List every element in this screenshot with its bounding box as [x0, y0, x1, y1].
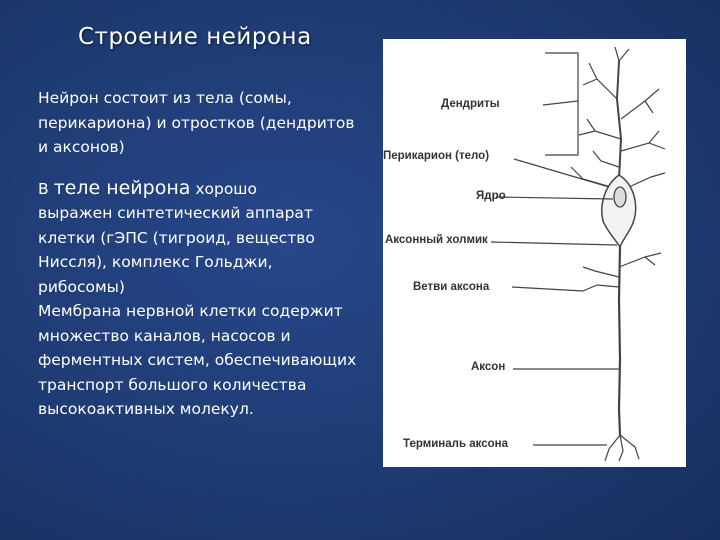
- paragraph-prefix: В: [38, 179, 54, 198]
- dendrite-branch: [621, 143, 665, 151]
- dendrite-branch: [579, 131, 621, 139]
- label-dendrites: Дендриты: [441, 98, 500, 110]
- pointer-nucleus: [496, 197, 613, 199]
- label-perikaryon: Перикарион (тело): [383, 150, 490, 162]
- label-axon-terminal: Терминаль аксона: [403, 438, 508, 450]
- paragraph-inline-rest: хорошо: [190, 179, 257, 198]
- dendrite-branch: [645, 101, 653, 113]
- paragraph-gap: [38, 160, 358, 176]
- pointer-dendrites: [543, 101, 578, 105]
- axon-collateral: [583, 285, 619, 291]
- paragraph-cell-body: [38, 176, 358, 300]
- axon-line: [619, 247, 620, 435]
- dendrite-branch: [593, 151, 619, 167]
- highlight-neuron-body: теле нейрона: [53, 176, 191, 199]
- label-axon: Аксон: [471, 361, 506, 373]
- dendrite-branch: [621, 89, 659, 119]
- slide-body: [38, 86, 358, 422]
- dendrite-branch: [615, 47, 619, 61]
- dendrite-branch: [583, 79, 597, 85]
- neuron-drawing: [383, 39, 686, 467]
- dendrite-main-trunk: [617, 61, 621, 179]
- axon-collateral: [645, 257, 655, 265]
- label-axon-hillock: Аксонный холмик: [385, 234, 488, 246]
- slide-title: Строение нейрона: [78, 24, 312, 50]
- pointer-perikaryon: [514, 159, 609, 187]
- pointer-axon-branches: [512, 287, 583, 291]
- neuron-diagram: [383, 39, 686, 467]
- dendrite-branch: [587, 119, 595, 131]
- dendrite-branch: [649, 131, 659, 143]
- nucleus: [614, 187, 626, 207]
- axon-terminal-branch: [605, 435, 620, 461]
- axon-terminal-branch: [619, 435, 623, 461]
- label-axon-branches: Ветви аксона: [413, 281, 490, 293]
- dendrite-branch: [619, 49, 629, 61]
- label-nucleus: Ядро: [476, 190, 506, 202]
- paragraph-structure: Нейрон состоит из тела (сомы, перикариона) и отростков (дендритов и аксонов): [38, 89, 355, 156]
- paragraph-membrane: Мембрана нервной клетки содержит множество каналов, насосов и ферментных систем, обеспечивающих транспорт большого количества высокоактивных молекул.: [38, 302, 357, 418]
- dendrite-branch: [629, 173, 665, 187]
- pointer-axon-hillock: [491, 242, 617, 245]
- paragraph-rest: выражен синтетический аппарат клетки (гЭПС (тигроид, вещество Ниссля), комплекс Гольджи, рибосомы): [38, 204, 315, 296]
- axon-collateral: [583, 267, 619, 277]
